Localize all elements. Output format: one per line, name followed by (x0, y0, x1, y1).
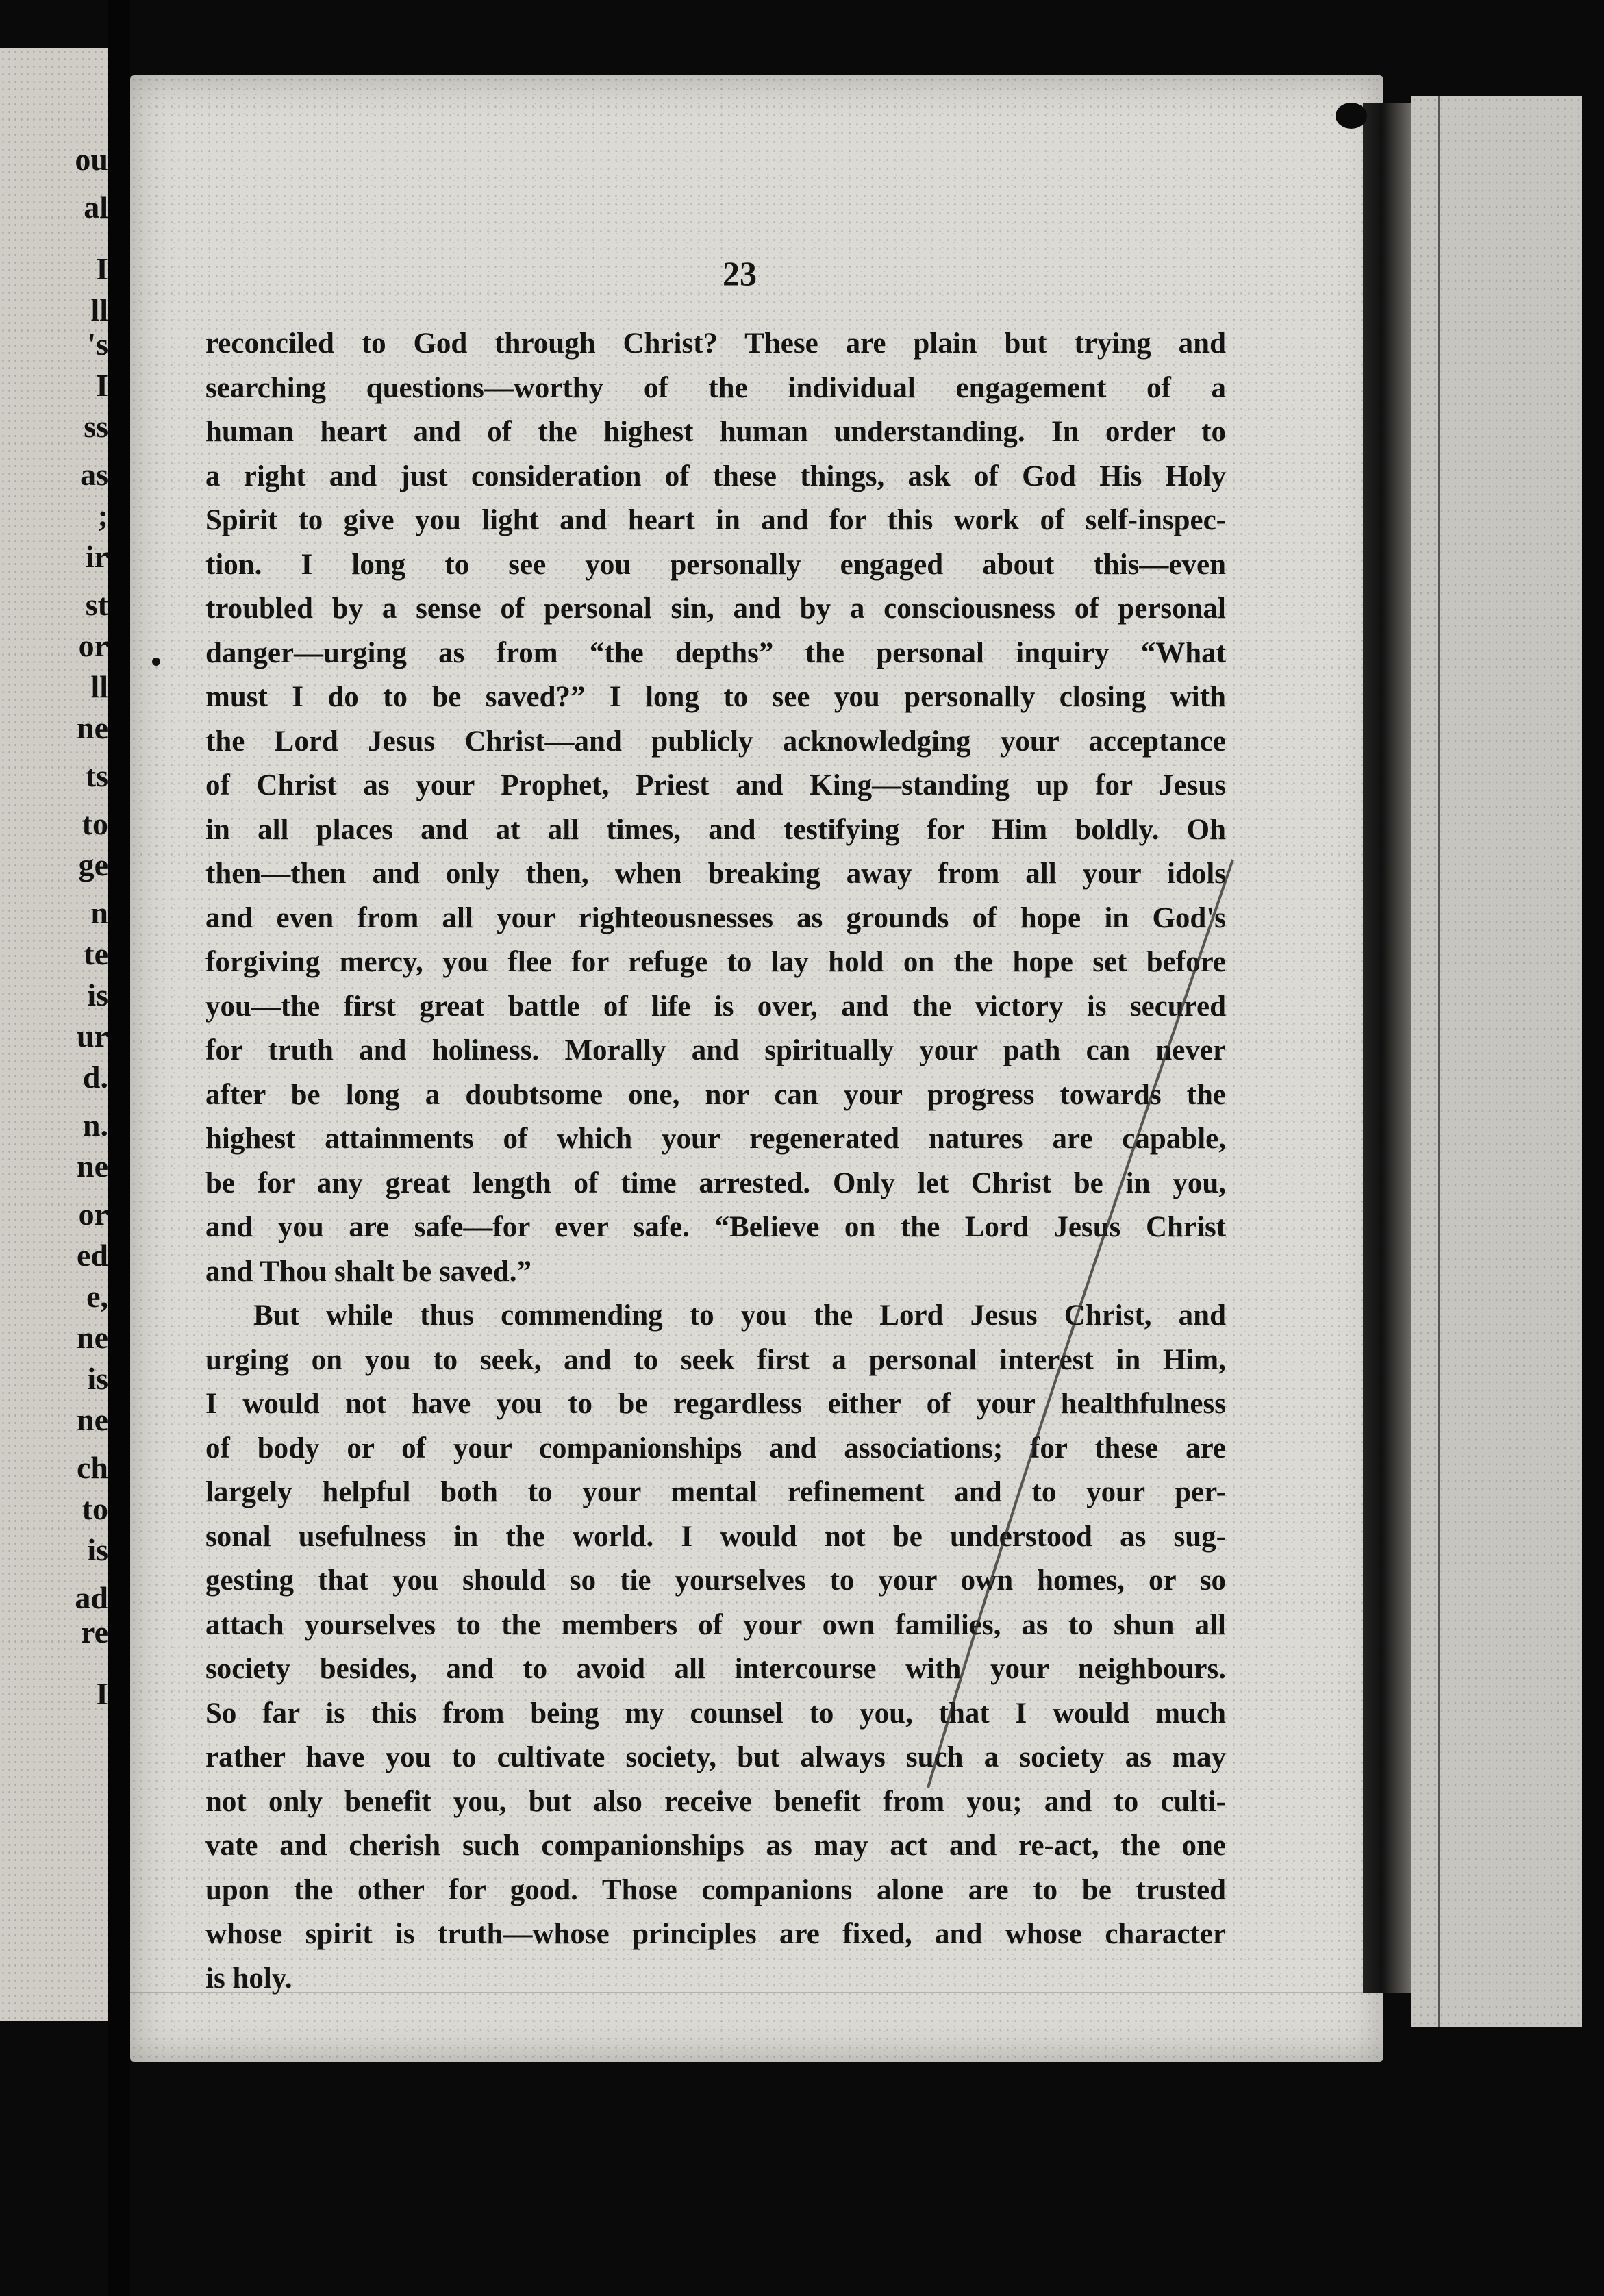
text-line: troubled by a sense of personal sin, and by a consciousness of personal (205, 592, 1226, 625)
text-line: danger—urging as from “the depths” the personal inquiry “What (205, 636, 1226, 669)
text-line: of Christ as your Prophet, Priest and King—standing up for Jesus (205, 769, 1226, 801)
text-line: of body or of your companionships and associations; for these are (205, 1432, 1226, 1464)
text-line: vate and cherish such companionships as may act and re-act, the one (205, 1830, 1226, 1862)
previous-page-fragment: ll (90, 292, 108, 327)
previous-page-fragment: I (96, 1676, 108, 1711)
previous-page-fragment: ts (85, 758, 108, 793)
page-number: 23 (723, 254, 757, 292)
text-line: gesting that you should so tie yourselves to your own homes, or so (205, 1564, 1226, 1597)
paragraph (205, 322, 1226, 1294)
text-line: be for any great length of time arrested. Only let Christ be in you, (205, 1166, 1226, 1199)
text-line: whose spirit is truth—whose principles are fixed, and whose character (205, 1918, 1226, 1950)
text-line: reconciled to God through Christ? These are plain but trying and (205, 327, 1226, 360)
edge-rule (1438, 96, 1440, 2027)
margin-mark (152, 658, 160, 666)
text-line: sonal usefulness in the world. I would not be understood as sug- (205, 1520, 1226, 1553)
text-line: searching questions—worthy of the individual engagement of a (205, 371, 1226, 404)
previous-page-fragment: ne (77, 710, 108, 745)
text-line: for truth and holiness. Morally and spiritually your path can never (205, 1034, 1226, 1066)
previous-page-fragment: n (90, 895, 108, 930)
paragraph (205, 1294, 1226, 2001)
text-line: But while thus commending to you the Lord Jesus Christ, and (253, 1299, 1226, 1332)
text-line: attach yourselves to the members of your own families, as to shun all (205, 1608, 1226, 1641)
previous-page-fragment: or (78, 628, 108, 663)
text-line: must I do to be saved?” I long to see you personally closing with (205, 681, 1226, 713)
text-line: upon the other for good. Those companions alone are to be trusted (205, 1873, 1226, 1906)
previous-page-fragment: ss (84, 409, 108, 444)
previous-page-fragment: e, (86, 1279, 108, 1314)
previous-page-fragment: ch (77, 1450, 108, 1485)
previous-page-fragment: ; (97, 498, 108, 533)
text-line: then—then and only then, when breaking away from all your idols (205, 858, 1226, 890)
page-body-text (205, 322, 1226, 2001)
text-line: not only benefit you, but also receive benefit from you; and to culti- (205, 1785, 1226, 1818)
text-line: Spirit to give you light and heart in and for this work of self-inspec- (205, 504, 1226, 536)
previous-page-fragment: is (87, 1361, 108, 1396)
text-line: rather have you to cultivate society, but always such a society as may (205, 1741, 1226, 1773)
previous-page-fragment: ur (77, 1019, 108, 1053)
previous-page-fragment: to (82, 806, 108, 841)
next-page-edge (1411, 96, 1582, 2027)
text-line: the Lord Jesus Christ—and publicly acknowledging your acceptance (205, 725, 1226, 758)
previous-page-fragment: I (96, 368, 108, 403)
previous-page-fragment: ne (77, 1402, 108, 1437)
ink-blot (1336, 103, 1367, 129)
text-line: tion. I long to see you personally engaged about this—even (205, 548, 1226, 581)
previous-page-fragment: ed (77, 1238, 108, 1273)
previous-page-fragment: ir (85, 539, 108, 574)
previous-page-fragment: is (87, 1532, 108, 1567)
previous-page-fragment: ne (77, 1149, 108, 1184)
binding-shadow (1363, 103, 1411, 1993)
previous-page-edge (0, 48, 108, 2021)
previous-page-fragment: ou (75, 142, 108, 177)
previous-page-fragment: ad (75, 1580, 108, 1615)
previous-page-fragment: re (80, 1614, 108, 1649)
previous-page-fragment: st (85, 587, 108, 622)
text-line: and you are safe—for ever safe. “Believe on the Lord Jesus Christ (205, 1211, 1226, 1243)
previous-page-fragment: d. (82, 1060, 108, 1095)
previous-page-fragment: n. (82, 1108, 108, 1143)
text-line: and even from all your righteousnesses as grounds of hope in God's (205, 901, 1226, 934)
previous-page-fragment: ne (77, 1320, 108, 1355)
text-line: you—the first great battle of life is over, and the victory is secured (205, 990, 1226, 1023)
previous-page-fragment: ll (90, 669, 108, 704)
text-line: is holy. (205, 1962, 292, 1995)
text-line: after be long a doubtsome one, nor can your progress towards the (205, 1078, 1226, 1111)
previous-page-fragment: ge (78, 847, 108, 882)
text-line: I would not have you to be regardless either of your healthfulness (205, 1388, 1226, 1420)
text-line: So far is this from being my counsel to you, that I would much (205, 1697, 1226, 1730)
previous-page-fragment: te (84, 936, 108, 971)
text-line: society besides, and to avoid all intercourse with your neighbours. (205, 1653, 1226, 1685)
previous-page-fragment: or (78, 1197, 108, 1232)
text-line: in all places and at all times, and testifying for Him boldly. Oh (205, 813, 1226, 846)
text-line: largely helpful both to your mental refinement and to your per- (205, 1476, 1226, 1508)
previous-page-fragment: I (96, 251, 108, 286)
text-line: forgiving mercy, you flee for refuge to lay hold on the hope set before (205, 946, 1226, 978)
previous-page-fragment: is (87, 977, 108, 1012)
text-line: highest attainments of which your regenerated natures are capable, (205, 1123, 1226, 1155)
text-line: a right and just consideration of these things, ask of God His Holy (205, 460, 1226, 492)
page-gutter (108, 0, 130, 2296)
previous-page-fragment: 's (87, 327, 108, 362)
text-line: urging on you to seek, and to seek first a personal interest in Him, (205, 1343, 1226, 1376)
text-line: and Thou shalt be saved.” (205, 1255, 531, 1288)
previous-page-fragment: as (80, 457, 108, 492)
text-line: human heart and of the highest human understanding. In order to (205, 416, 1226, 448)
previous-page-fragment: to (82, 1491, 108, 1526)
previous-page-fragment: al (84, 190, 108, 225)
